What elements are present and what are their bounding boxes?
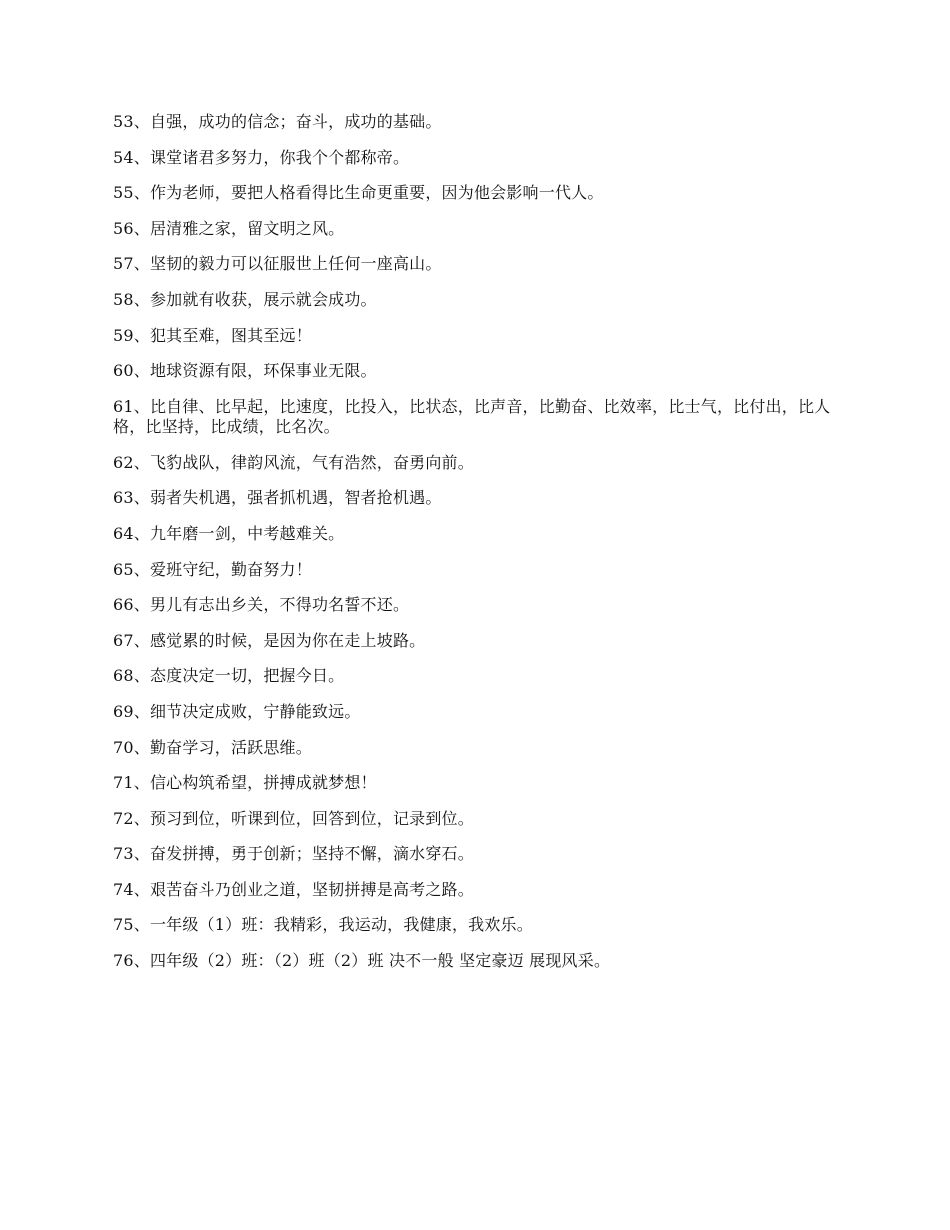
- list-item: 75、一年级（1）班：我精彩，我运动，我健康，我欢乐。: [113, 915, 533, 935]
- list-item: 65、爱班守纪，勤奋努力！: [113, 559, 312, 579]
- list-item: 67、感觉累的时候，是因为你在走上坡路。: [113, 630, 426, 650]
- list-item: 70、勤奋学习，活跃思维。: [113, 737, 312, 757]
- list-item: 76、四年级（2）班：（2）班（2）班 决不一般 坚定豪迈 展现风采。: [113, 951, 611, 971]
- list-item: 73、奋发拼搏，勇于创新；坚持不懈，滴水穿石。: [113, 844, 474, 864]
- list-item: 59、犯其至难，图其至远！: [113, 325, 312, 345]
- list-item: 72、预习到位，听课到位，回答到位，记录到位。: [113, 808, 474, 828]
- list-item: 61、比自律、比早起，比速度，比投入，比状态，比声音，比勤奋、比效率，比士气，比付出，比人格，比坚持，比成绩，比名次。: [113, 396, 831, 436]
- list-item: 64、九年磨一剑，中考越难关。: [113, 523, 345, 543]
- list-item: 69、细节决定成败，宁静能致远。: [113, 701, 361, 721]
- list-item: 74、艰苦奋斗乃创业之道，坚韧拼搏是高考之路。: [113, 879, 474, 899]
- list-item: 60、地球资源有限，环保事业无限。: [113, 361, 377, 381]
- list-item: 53、自强，成功的信念；奋斗，成功的基础。: [113, 112, 442, 131]
- list-item: 58、参加就有收获，展示就会成功。: [113, 289, 377, 309]
- slogan-list: [113, 112, 833, 987]
- list-item: 71、信心构筑希望，拼搏成就梦想！: [113, 773, 377, 793]
- list-item: 68、态度决定一切，把握今日。: [113, 666, 345, 686]
- list-item: 56、居清雅之家，留文明之风。: [113, 218, 345, 238]
- list-item: 55、作为老师，要把人格看得比生命更重要，因为他会影响一代人。: [113, 183, 604, 203]
- list-item: 62、飞豹战队，律韵风流，气有浩然，奋勇向前。: [113, 452, 474, 472]
- list-item: 66、男儿有志出乡关，不得功名誓不还。: [113, 595, 410, 615]
- list-item: 63、弱者失机遇，强者抓机遇，智者抢机遇。: [113, 488, 442, 508]
- list-item: 57、坚韧的毅力可以征服世上任何一座高山。: [113, 254, 442, 274]
- list-item: 54、课堂诸君多努力，你我个个都称帝。: [113, 147, 410, 167]
